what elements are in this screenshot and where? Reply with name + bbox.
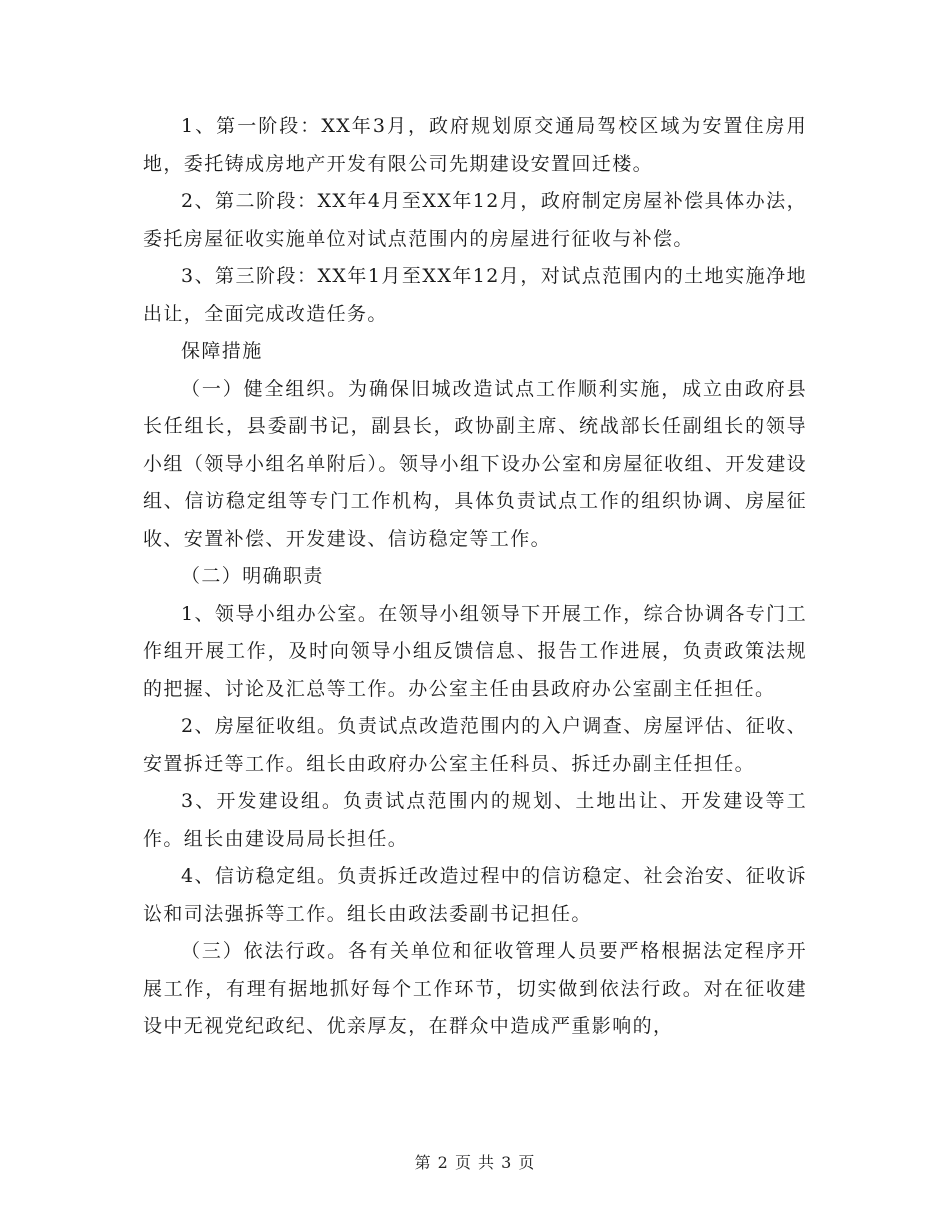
section-heading-safeguards: 保障措施 xyxy=(181,340,263,362)
paragraph-petition-group: 4、信访稳定组。负责拆迁改造过程中的信访稳定、社会治安、征收诉讼和司法强拆等工作。组长由政法委副书记担任。 xyxy=(143,865,807,925)
page-number-footer: 第 2 页 共 3 页 xyxy=(414,1153,536,1172)
paragraph-phase-2: 2、第二阶段：XX年4月至XX年12月，政府制定房屋补偿具体办法，委托房屋征收实施单位对试点范围内的房屋进行征收与补偿。 xyxy=(143,190,807,250)
paragraph-phase-3: 3、第三阶段：XX年1月至XX年12月，对试点范围内的土地实施净地出让，全面完成改造任务。 xyxy=(143,265,807,325)
paragraph-lawful-administration: （三）依法行政。各有关单位和征收管理人员要严格根据法定程序开展工作，有理有据地抓好每个工作环节，切实做到依法行政。对在征收建设中无视党纪政纪、优亲厚友，在群众中造成严重影响的， xyxy=(143,940,807,1037)
paragraph-organization: （一）健全组织。为确保旧城改造试点工作顺利实施，成立由政府县长任组长，县委副书记，副县长，政协副主席、统战部长任副组长的领导小组（领导小组名单附后）。领导小组下设办公室和房屋征收组、开发建设组、信访稳定组等专门工作机构，具体负责试点工作的组织协调、房屋征收、安置补偿、开发建设、信访稳定等工作。 xyxy=(143,377,807,550)
subheading-responsibilities: （二）明确职责 xyxy=(181,565,324,587)
document-body xyxy=(143,108,807,1046)
paragraph-expropriation-group: 2、房屋征收组。负责试点改造范围内的入户调查、房屋评估、征收、安置拆迁等工作。组长由政府办公室主任科员、拆迁办副主任担任。 xyxy=(143,715,807,775)
paragraph-leading-office: 1、领导小组办公室。在领导小组领导下开展工作，综合协调各专门工作组开展工作，及时向领导小组反馈信息、报告工作进展，负责政策法规的把握、讨论及汇总等工作。办公室主任由县政府办公室副主任担任。 xyxy=(143,602,807,700)
paragraph-phase-1: 1、第一阶段：XX年3月，政府规划原交通局驾校区域为安置住房用地，委托铸成房地产开发有限公司先期建设安置回迁楼。 xyxy=(143,115,807,175)
paragraph-development-group: 3、开发建设组。负责试点范围内的规划、土地出让、开发建设等工作。组长由建设局局长担任。 xyxy=(143,790,807,850)
